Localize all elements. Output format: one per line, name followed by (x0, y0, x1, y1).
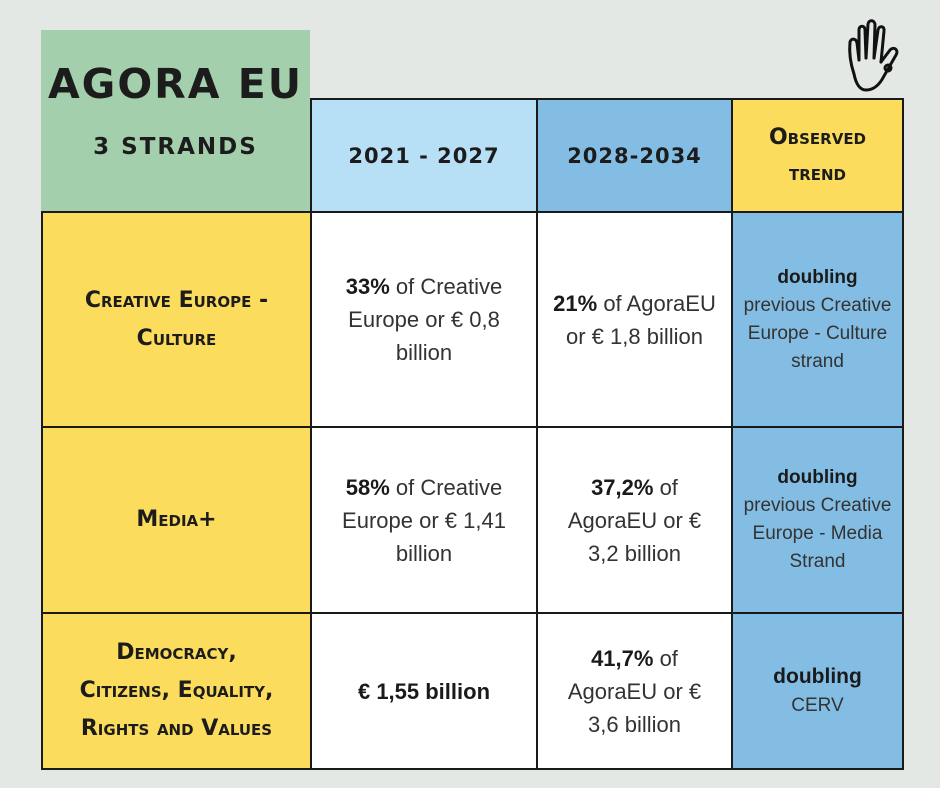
cell-trend-media (731, 426, 904, 614)
strand-label (75, 282, 278, 358)
page-subtitle: 3 STRANDS (93, 134, 258, 160)
trend-keyword: doubling (773, 664, 862, 688)
cell-2021-2027-media (310, 426, 538, 614)
strand-label: Media+ (136, 507, 217, 532)
cell-2028-2034-media (536, 426, 733, 614)
percentage-value: 33% (345, 274, 390, 299)
cell-description: of AgoraEU or € 1,8 billion (566, 290, 716, 349)
cell-2021-2027-culture (310, 211, 538, 428)
cell-trend-cerv (731, 612, 904, 770)
header-period-2028-2034 (536, 98, 733, 213)
strand-cell-media (41, 426, 312, 614)
strand-label-line: Citizens, Equality, (79, 678, 274, 703)
trend-text (733, 464, 902, 576)
cell-text (312, 270, 536, 369)
trend-description: CERV (791, 694, 844, 716)
trend-description: previous Creative Europe - Culture strand (743, 294, 892, 372)
cell-trend-culture (731, 211, 904, 428)
trend-keyword: doubling (777, 266, 858, 288)
trend-keyword: doubling (777, 467, 858, 488)
budget-value: € 1,55 billion (357, 678, 491, 704)
cell-text (538, 287, 731, 353)
header-period-2021-2027 (310, 98, 538, 213)
header-observed-trend (731, 98, 904, 213)
strand-label-line: Creative Europe - (84, 287, 269, 313)
percentage-value: 41,7% (591, 645, 654, 671)
header-period2-label: 2028-2034 (567, 143, 702, 168)
strand-cell-creative-europe-culture (41, 211, 312, 428)
trend-description: previous Creative Europe - Media Strand (743, 495, 892, 572)
cell-2028-2034-cerv (536, 612, 733, 770)
raised-hand-icon (840, 16, 910, 98)
percentage-value: 21% (553, 290, 598, 316)
percentage-value: 37,2% (591, 474, 654, 500)
cell-text (312, 471, 536, 570)
percentage-value: 58% (345, 474, 390, 500)
page-title: AGORA EU (47, 60, 304, 108)
cell-description: of Creative Europe or € 0,8 billion (348, 274, 503, 365)
trend-text (733, 264, 902, 376)
strand-label (70, 634, 284, 748)
cell-2021-2027-cerv (310, 612, 538, 770)
cell-2028-2034-culture (536, 211, 733, 428)
cell-description: of AgoraEU or € 3,6 billion (567, 645, 702, 737)
cell-text (344, 675, 504, 708)
title-block (41, 30, 310, 212)
header-trend-line1: Observed (768, 124, 867, 150)
trend-text (763, 663, 872, 720)
strand-label-line: Democracy, (116, 640, 237, 665)
header-trend-line2: trend (788, 160, 847, 186)
header-period1-label: 2021 - 2027 (348, 143, 500, 168)
header-trend-label (769, 120, 866, 192)
cell-text (538, 642, 731, 741)
strand-label-line: Rights and Values (80, 716, 273, 741)
strand-cell-cerv (41, 612, 312, 770)
cell-description: of AgoraEU or € 3,2 billion (567, 474, 702, 566)
strand-label-line: Culture (136, 325, 217, 351)
cell-text (538, 471, 731, 570)
cell-description: of Creative Europe or € 1,41 billion (342, 474, 506, 566)
